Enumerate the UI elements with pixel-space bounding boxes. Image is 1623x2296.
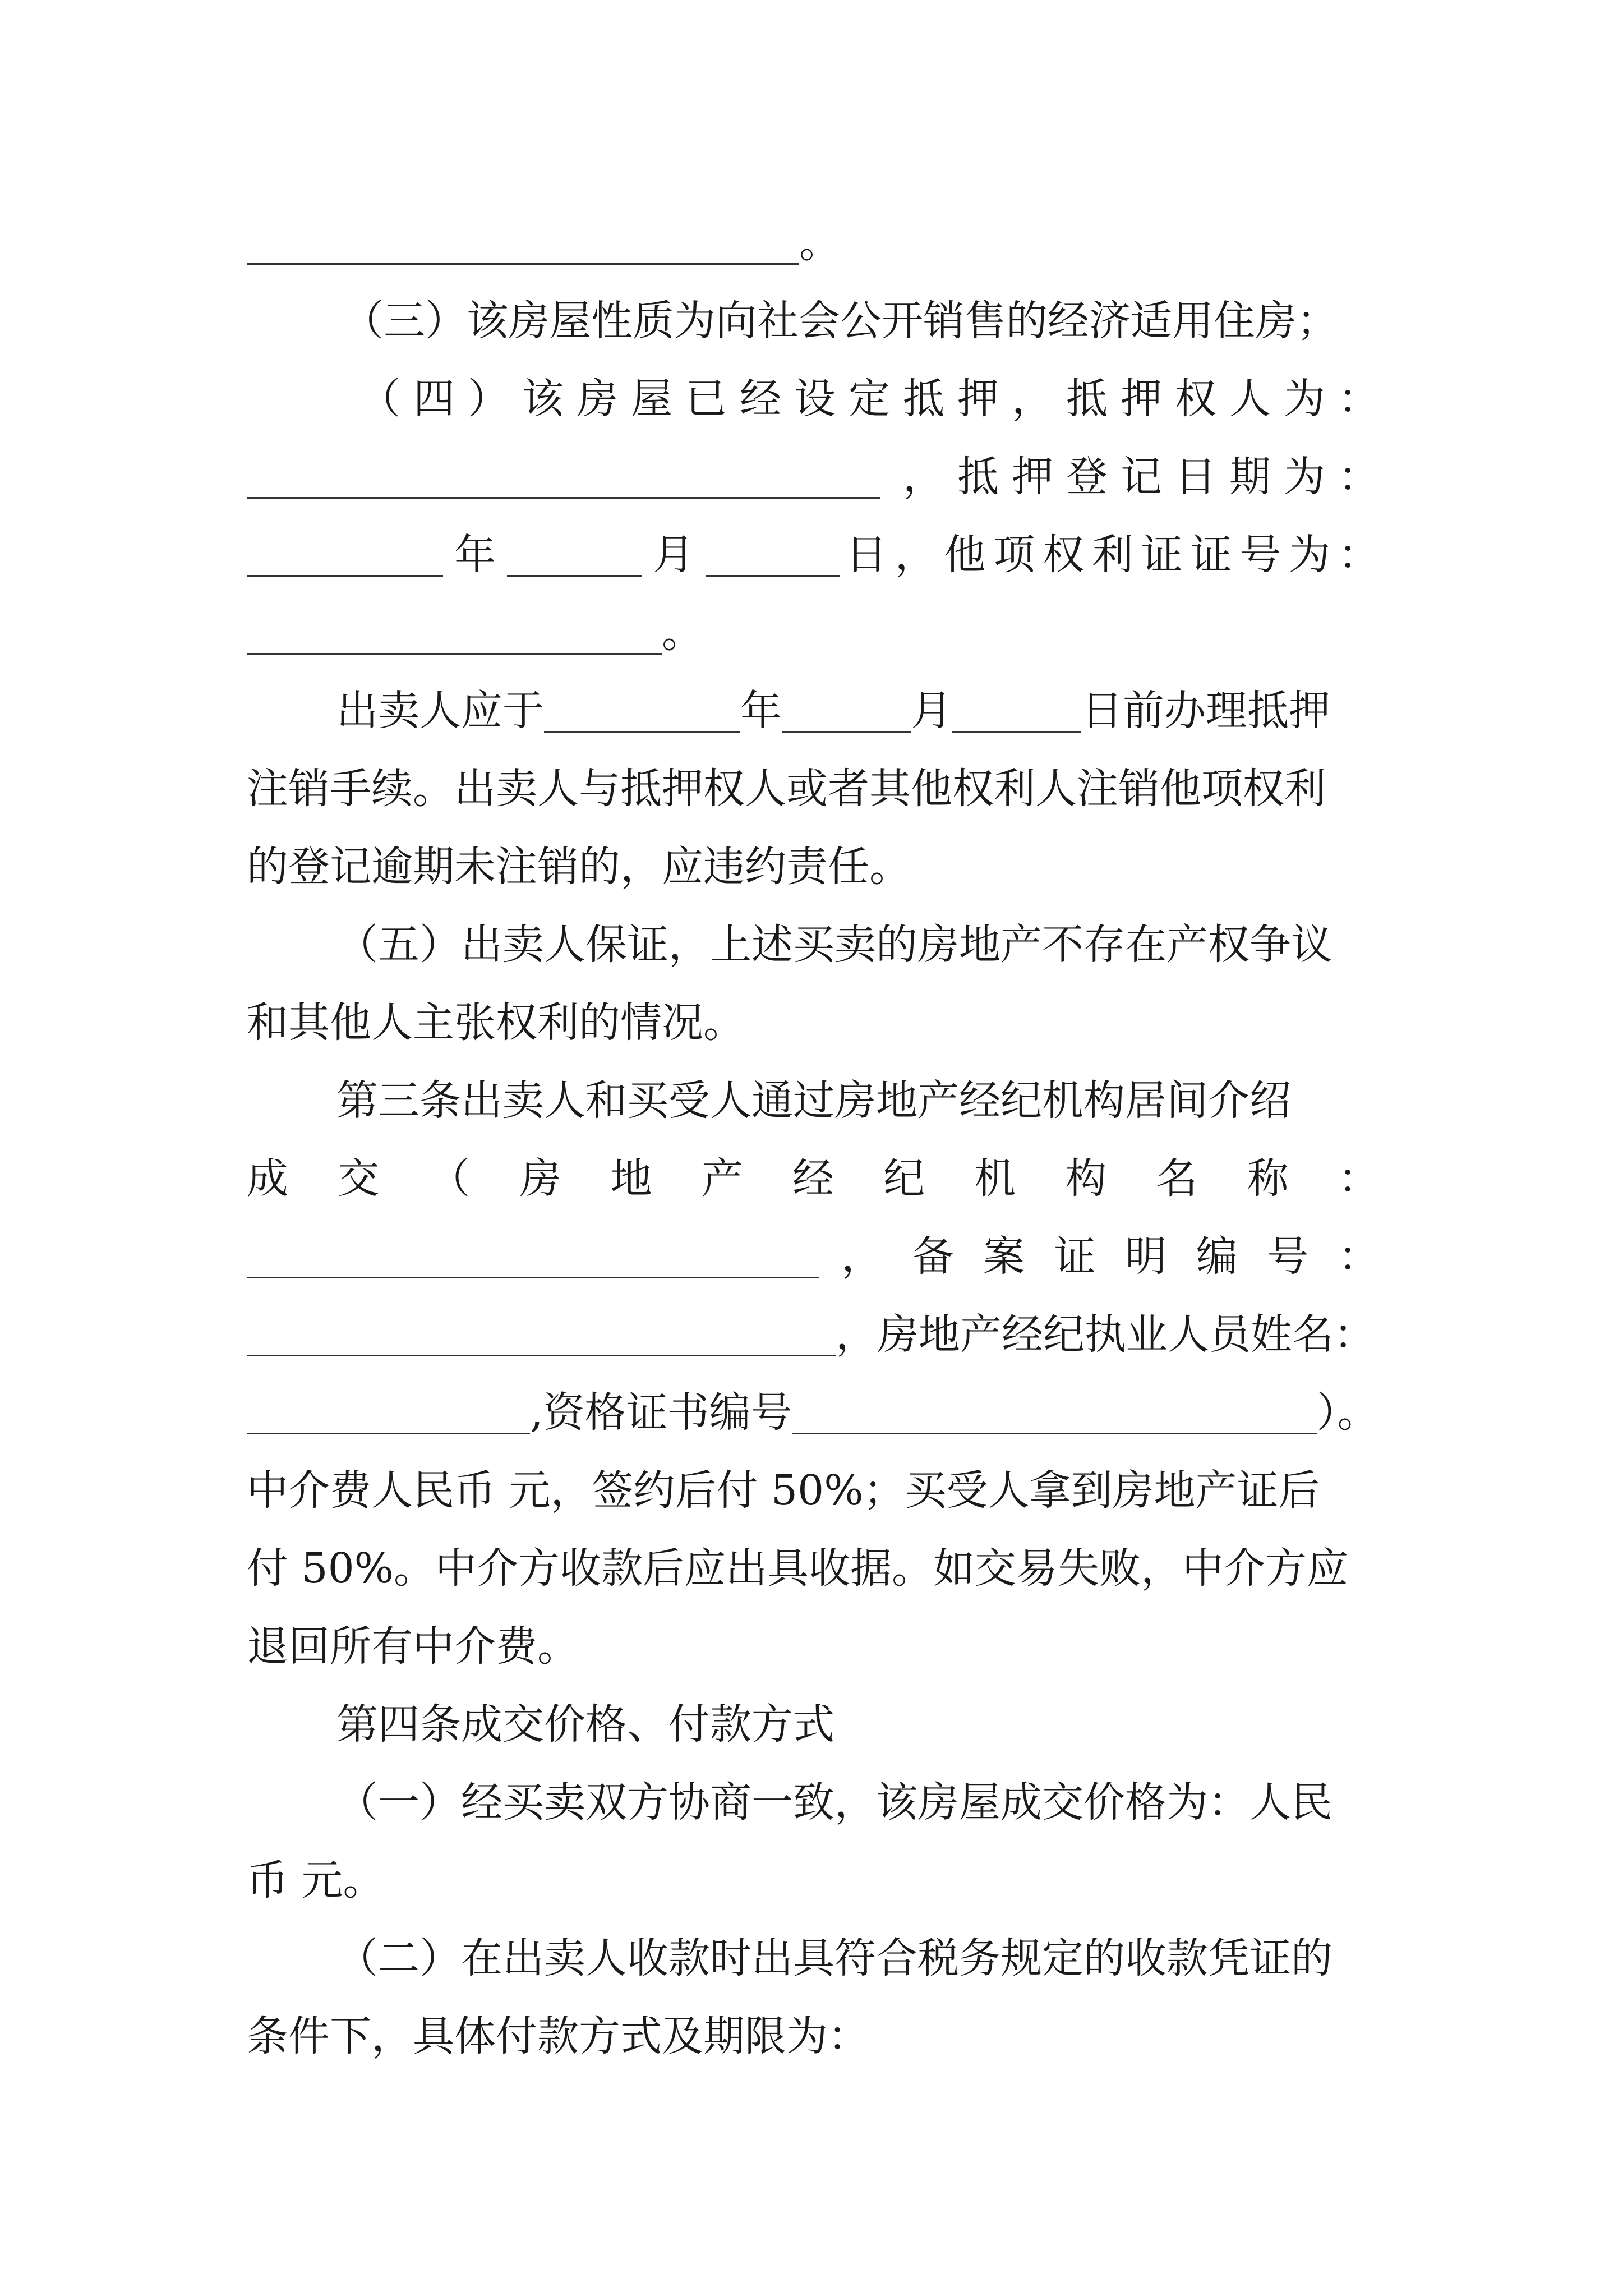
cert-number-blank [792,1391,1317,1434]
line-13 [247,1137,1380,1221]
char: 设 [794,375,836,423]
char: ） [468,375,509,423]
char: 号 [1267,1232,1309,1281]
char: ， [841,1232,883,1281]
line-20 [336,1682,1380,1766]
text: 和其他人主张权利的情况。 [247,999,745,1047]
char: 纪 [883,1154,925,1203]
char: ： [1338,1154,1380,1203]
char: 该 [522,375,564,423]
char: 房 [577,375,618,423]
text: 。 [799,219,841,267]
text: （五）出卖人保证，上述买卖的房地产不存在产权争议 [336,921,1332,969]
char: 抵 [957,453,999,501]
char: ， [1012,375,1053,423]
char: （ [428,1154,471,1203]
char: 他 [944,531,986,579]
char: 案 [983,1232,1025,1281]
text: 第四条成交价格、付款方式 [336,1700,834,1749]
char: 押 [1012,453,1053,501]
text: 年 [740,687,782,735]
char: 期 [1229,453,1271,501]
day-blank [706,533,840,577]
text: 币 元。 [247,1856,385,1904]
line-9 [247,825,1380,909]
blank-field [247,455,880,499]
char: （ [359,375,400,423]
line-6 [247,591,1380,675]
line-3 [359,357,1380,441]
char: 称 [1247,1154,1289,1203]
line-14 [247,1214,1380,1299]
char: 记 [1121,453,1162,501]
line-12 [336,1059,1380,1143]
line-11 [247,981,1380,1065]
char: 产 [701,1154,743,1203]
char: 证 [1190,531,1232,579]
char: 已 [685,375,727,423]
text: 付 50%。中介方收款后应出具收据。如交易失败，中介方应 [247,1544,1348,1593]
char: 经 [792,1154,834,1203]
text: 注销手续。出卖人与抵押权人或者其他权利人注销他项权利 [247,765,1326,813]
char: 屋 [631,375,672,423]
char: 机 [974,1154,1016,1203]
char: 日 [1175,453,1216,501]
line-22 [247,1838,1380,1922]
char: 为 [1289,531,1331,579]
char: 成 [247,1154,288,1203]
text: ，房地产经纪执业人员姓名： [836,1310,1375,1359]
line-16 [247,1370,1430,1455]
line-7 [336,669,1380,753]
blank-field [247,222,799,265]
char: 日 [846,531,887,579]
char: 交 [338,1154,380,1203]
char: 押 [957,375,999,423]
char: 明 [1125,1232,1167,1281]
char: 四 [413,375,455,423]
text: 日前办理抵押 [1081,687,1330,735]
text: 中介费人民币 元，签约后付 50%；买受人拿到房地产证后 [247,1466,1320,1515]
text: 出卖人应于 [336,687,544,735]
char: 构 [1065,1154,1107,1203]
text: 的登记逾期未注销的，应违约责任。 [247,843,911,891]
text: 月 [911,687,952,735]
clause-3: （三）该房屋性质为向社会公开销售的经济适用住房； [342,297,1338,345]
char: ， [895,531,937,579]
line-18 [247,1526,1380,1611]
text: 条件下，具体付款方式及期限为： [247,2012,869,2060]
char: ： [1338,453,1380,501]
line-1 [247,201,1380,285]
blank-field [247,611,662,655]
blank-field [247,1235,819,1278]
char: 证 [1141,531,1183,579]
char: 编 [1196,1232,1238,1281]
text: 第三条出卖人和买受人通过房地产经纪机构居间介绍 [336,1076,1291,1125]
char: 备 [912,1232,954,1281]
char: 权 [1043,531,1085,579]
name-blank [247,1391,530,1434]
char: 证 [1054,1232,1096,1281]
char: ： [1338,375,1380,423]
char: 项 [993,531,1035,579]
text: 退回所有中介费。 [247,1622,579,1671]
text: （一）经买卖双方协商一致，该房屋成交价格为：人民 [336,1778,1332,1826]
line-8 [247,747,1380,831]
text: （二）在出卖人收款时出具符合税务规定的收款凭证的 [336,1934,1332,1982]
char: 押 [1121,375,1162,423]
day-blank [952,689,1081,733]
char: 利 [1091,531,1133,579]
line-19 [247,1604,1380,1688]
year-blank [544,689,740,733]
line-23 [336,1916,1380,2000]
line-2 [342,279,1441,363]
line-15 [247,1292,1380,1377]
year-blank [247,533,443,577]
text: ）。 [1316,1388,1379,1437]
char: 地 [610,1154,652,1203]
char: 登 [1066,453,1108,501]
month-blank [507,533,642,577]
char: ， [903,453,944,501]
line-10 [336,903,1380,987]
char: 房 [519,1154,561,1203]
line-17 [247,1448,1380,1533]
char: 经 [740,375,781,423]
text: 月 [653,531,694,579]
text: 年 [454,531,496,579]
char: 抵 [1066,375,1108,423]
line-24 [247,1994,1380,2078]
line-21 [336,1760,1380,1844]
month-blank [782,689,911,733]
blank-field [247,1313,836,1356]
char: 定 [849,375,890,423]
line-4 [247,435,1380,519]
char: 权 [1175,375,1216,423]
char: 人 [1229,375,1271,423]
text: 。 [662,609,703,657]
char: 为 [1284,453,1325,501]
char: 抵 [903,375,944,423]
char: 为 [1284,375,1325,423]
char: 名 [1156,1154,1198,1203]
line-5 [247,513,1380,597]
char: ： [1338,531,1380,579]
char: ： [1338,1232,1380,1281]
char: 号 [1239,531,1281,579]
text: ,资格证书编号 [530,1388,792,1437]
